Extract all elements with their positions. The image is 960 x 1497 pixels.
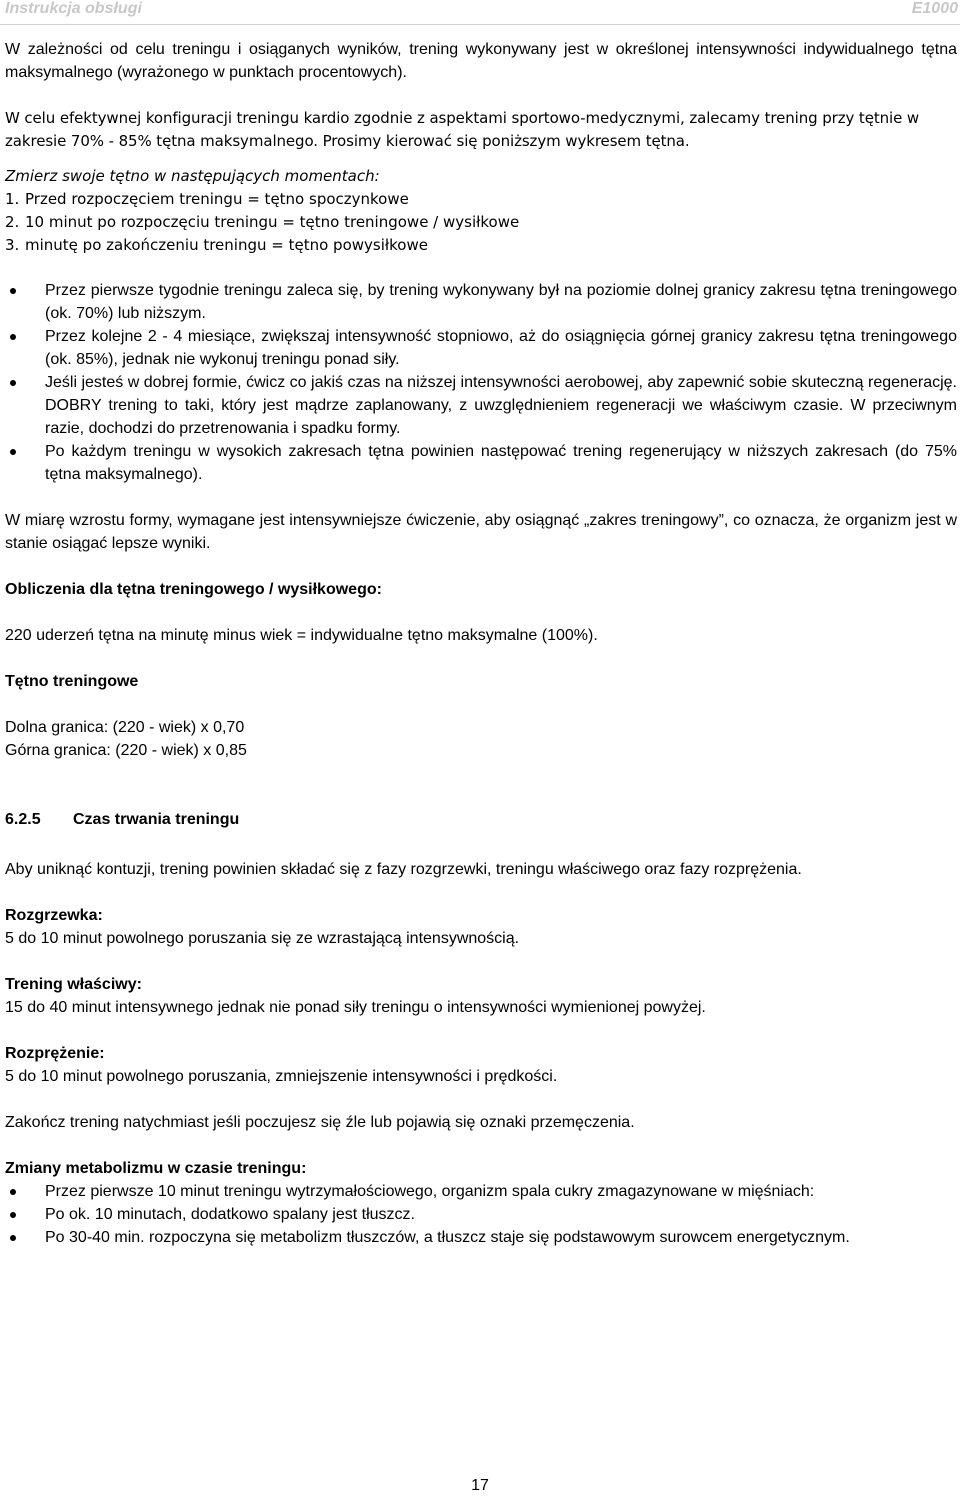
cooldown-text: 5 do 10 minut powolnego poruszania, zmniejszenie intensywności i prędkości. [5, 1068, 558, 1085]
page-header [0, 0, 960, 25]
section-intro: Aby uniknąć kontuzji, trening powinien składać się z fazy rozgrzewki, treningu właściwego oraz fazy rozprężenia. [5, 861, 802, 878]
upper-limit: Górna granica: (220 - wiek) x 0,85 [5, 742, 247, 759]
intro-paragraph-1: W zależności od celu treningu i osiąganych wyników, trening wykonywany jest w określonej intensywności indywidualnego tętna maksymalnego (wyrażonego w punktach procentowych). [5, 41, 957, 81]
manual-title: Instrukcja obsługi [5, 0, 142, 17]
main-training-text: 15 do 40 minut intensywnego jednak nie ponad siły treningu o intensywności wymienionej powyżej. [5, 999, 706, 1016]
measure-list [5, 188, 957, 257]
measure-title: Zmierz swoje tętno w następujących momentach: [5, 167, 380, 185]
list-item: 3. minutę po zakończeniu treningu = tętno powysiłkowe [5, 236, 428, 254]
list-item: Jeśli jesteś w dobrej formie, ćwicz co jakiś czas na niższej intensywności aerobowej, aby zapewnić sobie skuteczną regenerację. DOBRY trening to taki, który jest mądrze zaplanowany, z uwzględnieniem regeneracji we właściwym czasie. W przeciwnym razie, dochodzi do przetrenowania i spadku formy. [5, 371, 957, 440]
model-name: E1000 [911, 0, 958, 17]
metabolism-title: Zmiany metabolizmu w czasie treningu: [5, 1160, 307, 1177]
page-number: 17 [471, 1477, 489, 1494]
list-item: 1. Przed rozpoczęciem treningu = tętno spoczynkowe [5, 190, 409, 208]
bullet-icon [10, 288, 16, 294]
bullet-icon [10, 449, 16, 455]
training-hr-title: Tętno treningowe [5, 673, 139, 690]
calc-formula: 220 uderzeń tętna na minutę minus wiek = indywidualne tętno maksymalne (100%). [5, 627, 598, 644]
list-item: Przez pierwsze tygodnie treningu zaleca się, by trening wykonywany był na poziomie dolnej granicy zakresu tętna treningowego (ok. 70%) lub niższym. [5, 279, 957, 325]
stop-warning: Zakończ trening natychmiast jeśli poczujesz się źle lub pojawią się oznaki przemęczenia. [5, 1114, 635, 1131]
bullet-icon [10, 1212, 16, 1218]
list-item: Po 30-40 min. rozpoczyna się metabolizm tłuszczów, a tłuszcz staje się podstawowym surowcem energetycznym. [5, 1226, 957, 1249]
list-item: 2. 10 minut po rozpoczęciu treningu = tętno treningowe / wysiłkowe [5, 213, 520, 231]
bullet-icon [10, 1235, 16, 1241]
section-heading [5, 808, 957, 831]
bullet-icon [10, 334, 16, 340]
list-item: Przez kolejne 2 - 4 miesiące, zwiększaj intensywność stopniowo, aż do osiągnięcia górnej granicy zakresu tętna treningowego (ok. 85%), jednak nie wykonuj treningu ponad siły. [5, 325, 957, 371]
calc-title: Obliczenia dla tętna treningowego / wysiłkowego: [5, 581, 382, 598]
section-number: 6.2.5 [5, 811, 41, 828]
intro-paragraph-2: W celu efektywnej konfiguracji treningu kardio zgodnie z aspektami sportowo-medycznymi, zalecamy trening przy tętnie w zakresie 70% - 85% tętna maksymalnego. Prosimy kierować się poniższym wykresem tętna. [5, 109, 920, 150]
section-title: Czas trwania treningu [73, 811, 240, 828]
list-item: Przez pierwsze 10 minut treningu wytrzymałościowego, organizm spala cukry zmagazynowane w mięśniach: [5, 1180, 957, 1203]
tips-list [5, 279, 957, 486]
warmup-text: 5 do 10 minut powolnego poruszania się ze wzrastającą intensywnością. [5, 930, 520, 947]
list-item: Po każdym treningu w wysokich zakresach tętna powinien następować trening regenerujący w niższych zakresach (do 75% tętna maksymalnego). [5, 440, 957, 486]
warmup-title: Rozgrzewka: [5, 907, 103, 924]
progress-paragraph: W miarę wzrostu formy, wymagane jest intensywniejsze ćwiczenie, aby osiągnąć „zakres treningowy”, co oznacza, że organizm jest w stanie osiągać lepsze wyniki. [5, 512, 957, 552]
cooldown-title: Rozprężenie: [5, 1045, 105, 1062]
list-item: Po ok. 10 minutach, dodatkowo spalany jest tłuszcz. [5, 1203, 957, 1226]
lower-limit: Dolna granica: (220 - wiek) x 0,70 [5, 719, 245, 736]
bullet-icon [10, 380, 16, 386]
page-content [5, 38, 957, 1249]
metabolism-list [5, 1180, 957, 1249]
measure-block [5, 165, 957, 257]
main-training-title: Trening właściwy: [5, 976, 142, 993]
bullet-icon [10, 1189, 16, 1195]
